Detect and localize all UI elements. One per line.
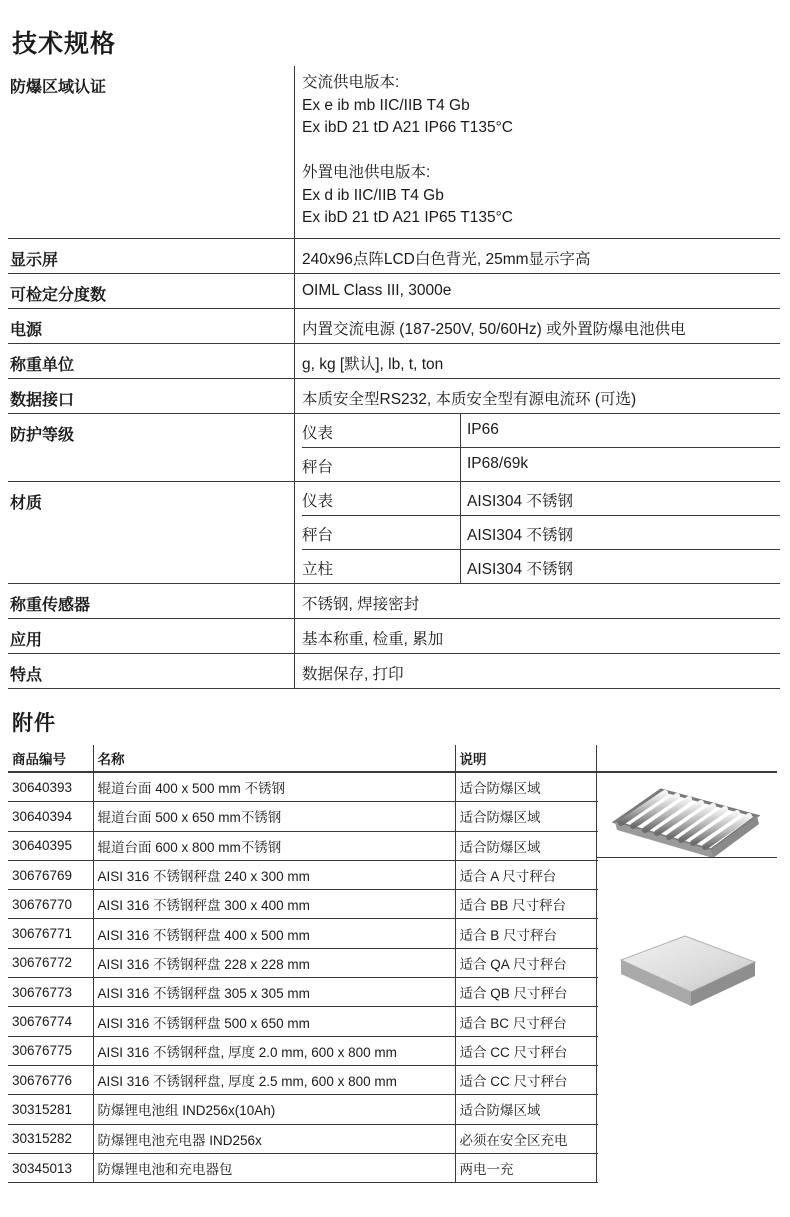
cert-line: 外置电池供电版本: xyxy=(302,164,431,181)
table-row xyxy=(8,1124,598,1153)
spec-row-material xyxy=(8,482,780,584)
cell-desc: 适合 BB 尺寸秤台 xyxy=(455,890,598,919)
spec-label: 材质 xyxy=(10,495,43,512)
accessories-table xyxy=(8,745,598,1183)
spec-subrow xyxy=(302,414,780,448)
cell-desc: 必须在安全区充电 xyxy=(455,1124,598,1153)
cert-line: Ex ibD 21 tD A21 IP65 T135°C xyxy=(302,209,513,226)
accessory-image-column xyxy=(596,745,777,1182)
cell-code: 30640393 xyxy=(8,772,93,802)
cell-code: 30676774 xyxy=(8,1007,93,1036)
cell-code: 30345013 xyxy=(8,1153,93,1182)
cell-code: 30676770 xyxy=(8,890,93,919)
spec-part: 仪表 xyxy=(302,425,334,442)
spec-row-features xyxy=(8,654,780,689)
table-row xyxy=(8,1095,598,1124)
cell-desc: 适合 QA 尺寸秤台 xyxy=(455,948,598,977)
cert-line: 交流供电版本: xyxy=(302,74,400,91)
spec-part-value: IP66 xyxy=(460,414,499,447)
spec-cert-value xyxy=(294,66,780,238)
cert-line: Ex ibD 21 tD A21 IP66 T135°C xyxy=(302,119,513,136)
cell-name: 防爆锂电池组 IND256x(10Ah) xyxy=(93,1095,455,1124)
spec-value: g, kg [默认], lb, t, ton xyxy=(294,344,780,378)
spec-label: 特点 xyxy=(10,667,43,684)
table-row xyxy=(8,1153,598,1182)
spec-label: 称重传感器 xyxy=(10,597,91,614)
spec-protection-values xyxy=(294,414,780,481)
spec-part-value: AISI304 不锈钢 xyxy=(460,550,573,583)
table-row xyxy=(8,860,598,889)
spec-part: 立柱 xyxy=(302,561,334,578)
table-row xyxy=(8,948,598,977)
cell-name: AISI 316 不锈钢秤盘 228 x 228 mm xyxy=(93,948,455,977)
table-row xyxy=(8,890,598,919)
spec-table xyxy=(8,66,780,689)
table-row xyxy=(8,978,598,1007)
spec-label: 防爆区域认证 xyxy=(10,79,107,96)
spec-label: 称重单位 xyxy=(10,357,75,374)
cell-code: 30676771 xyxy=(8,919,93,948)
cell-code: 30676773 xyxy=(8,978,93,1007)
spec-value: 本质安全型RS232, 本质安全型有源电流环 (可选) xyxy=(294,379,780,413)
spec-row-display xyxy=(8,239,780,274)
spec-row-sensor xyxy=(8,584,780,619)
cell-name: AISI 316 不锈钢秤盘 500 x 650 mm xyxy=(93,1007,455,1036)
spec-label: 显示屏 xyxy=(10,252,59,269)
table-header-row xyxy=(8,745,598,772)
cell-name: 防爆锂电池和充电器包 xyxy=(93,1153,455,1182)
cell-code: 30676772 xyxy=(8,948,93,977)
cell-desc: 适合防爆区域 xyxy=(455,772,598,802)
cell-desc: 适合 BC 尺寸秤台 xyxy=(455,1007,598,1036)
cell-code: 30315281 xyxy=(8,1095,93,1124)
pan-image-cell xyxy=(597,858,777,1093)
header-desc: 说明 xyxy=(455,745,598,772)
cell-code: 30676775 xyxy=(8,1036,93,1065)
table-row xyxy=(8,1036,598,1065)
cell-desc: 适合 QB 尺寸秤台 xyxy=(455,978,598,1007)
spec-part-value: AISI304 不锈钢 xyxy=(460,516,573,549)
table-row xyxy=(8,802,598,831)
spec-row-cert xyxy=(8,66,780,239)
roller-image-cell xyxy=(597,772,777,858)
cell-name: AISI 316 不锈钢秤盘 305 x 305 mm xyxy=(93,978,455,1007)
table-row xyxy=(8,831,598,860)
cell-desc: 适合 CC 尺寸秤台 xyxy=(455,1036,598,1065)
spec-value: OIML Class III, 3000e xyxy=(294,274,780,308)
cell-desc: 适合 CC 尺寸秤台 xyxy=(455,1065,598,1094)
stainless-pan-image xyxy=(597,858,775,1093)
cell-name: 辊道台面 500 x 650 mm不锈钢 xyxy=(93,802,455,831)
cell-name: AISI 316 不锈钢秤盘 400 x 500 mm xyxy=(93,919,455,948)
spec-row-application xyxy=(8,619,780,654)
spec-part-value: AISI304 不锈钢 xyxy=(460,482,573,515)
roller-conveyor-image xyxy=(597,772,775,857)
spec-part: 秤台 xyxy=(302,459,334,476)
cell-desc: 适合防爆区域 xyxy=(455,1095,598,1124)
spec-row-interface xyxy=(8,379,780,414)
cell-name: AISI 316 不锈钢秤盘, 厚度 2.5 mm, 600 x 800 mm xyxy=(93,1065,455,1094)
spec-label: 数据接口 xyxy=(10,392,75,409)
spec-subrow xyxy=(302,482,780,516)
spec-row-units xyxy=(8,344,780,379)
spec-label: 防护等级 xyxy=(10,427,75,444)
spec-value: 数据保存, 打印 xyxy=(294,654,780,688)
cert-line-blank xyxy=(302,140,780,163)
cell-name: 防爆锂电池充电器 IND256x xyxy=(93,1124,455,1153)
cell-name: 辊道台面 600 x 800 mm不锈钢 xyxy=(93,831,455,860)
spec-value: 240x96点阵LCD白色背光, 25mm显示字高 xyxy=(294,239,780,273)
spec-part: 仪表 xyxy=(302,493,334,510)
spec-value: 不锈钢, 焊接密封 xyxy=(294,584,780,618)
cell-name: 辊道台面 400 x 500 mm 不锈钢 xyxy=(93,772,455,802)
cell-code: 30676769 xyxy=(8,860,93,889)
cell-desc: 适合防爆区域 xyxy=(455,831,598,860)
spec-label: 可检定分度数 xyxy=(10,287,107,304)
spec-row-divisions xyxy=(8,274,780,309)
spec-label: 电源 xyxy=(10,322,43,339)
cell-name: AISI 316 不锈钢秤盘 300 x 400 mm xyxy=(93,890,455,919)
spec-title: 技术规格 xyxy=(12,30,117,58)
spec-value: 内置交流电源 (187-250V, 50/60Hz) 或外置防爆电池供电 xyxy=(294,309,780,343)
table-row xyxy=(8,919,598,948)
cell-code: 30315282 xyxy=(8,1124,93,1153)
cert-line: Ex d ib IIC/IIB T4 Gb xyxy=(302,186,444,204)
spec-row-power xyxy=(8,309,780,344)
spec-material-values xyxy=(294,482,780,583)
spec-label: 应用 xyxy=(10,632,43,649)
cell-desc: 适合 A 尺寸秤台 xyxy=(455,860,598,889)
spec-row-protection xyxy=(8,414,780,482)
spec-value: 基本称重, 检重, 累加 xyxy=(294,619,780,653)
spec-subrow xyxy=(302,550,780,583)
cell-code: 30676776 xyxy=(8,1065,93,1094)
cell-name: AISI 316 不锈钢秤盘 240 x 300 mm xyxy=(93,860,455,889)
table-row xyxy=(8,1007,598,1036)
cert-line: Ex e ib mb IIC/IIB T4 Gb xyxy=(302,96,470,114)
cell-code: 30640395 xyxy=(8,831,93,860)
spec-part: 秤台 xyxy=(302,527,334,544)
cell-name: AISI 316 不锈钢秤盘, 厚度 2.0 mm, 600 x 800 mm xyxy=(93,1036,455,1065)
cell-code: 30640394 xyxy=(8,802,93,831)
table-row xyxy=(8,1065,598,1094)
spec-part-value: IP68/69k xyxy=(460,448,528,481)
cell-desc: 两电一充 xyxy=(455,1153,598,1182)
spec-subrow xyxy=(302,448,780,481)
cell-desc: 适合防爆区域 xyxy=(455,802,598,831)
table-row xyxy=(8,772,598,802)
spec-subrow xyxy=(302,516,780,550)
header-code: 商品编号 xyxy=(8,745,93,772)
accessories-title: 附件 xyxy=(12,712,56,735)
cell-desc: 适合 B 尺寸秤台 xyxy=(455,919,598,948)
header-name: 名称 xyxy=(93,745,455,772)
